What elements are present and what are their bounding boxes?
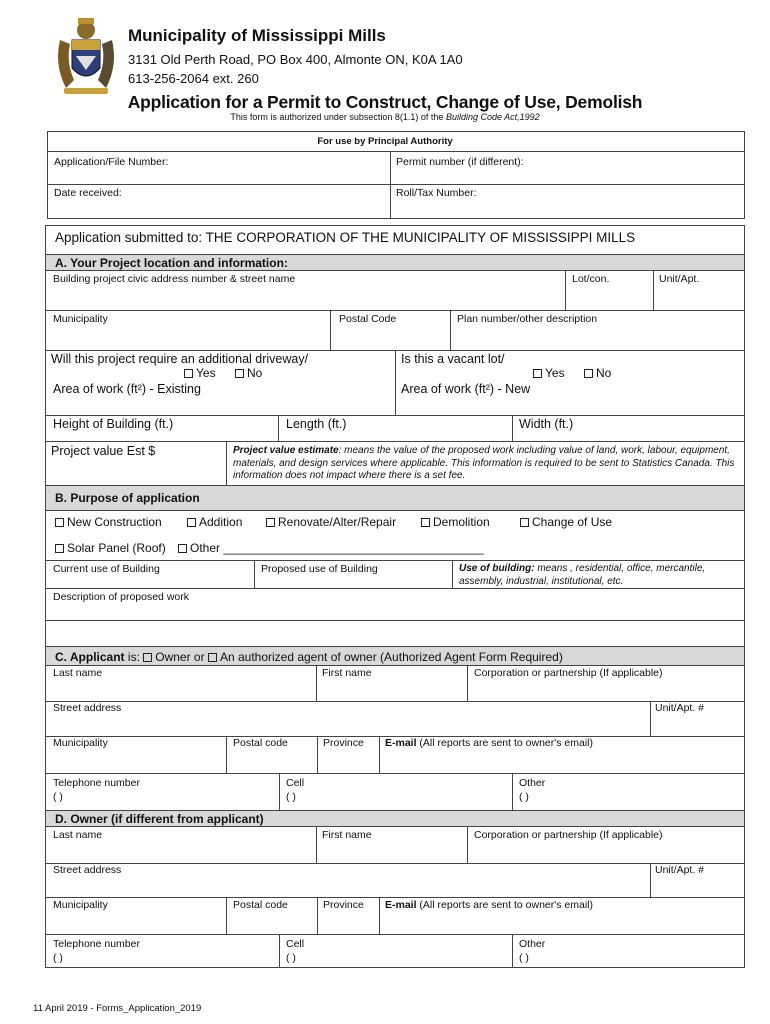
page-footer: 11 April 2019 - Forms_Application_2019 xyxy=(33,1003,202,1014)
project-value-field[interactable]: Project value Est $ xyxy=(51,444,156,458)
applicant-postal-field[interactable]: Postal code xyxy=(233,737,288,749)
postal-code-field[interactable]: Postal Code xyxy=(339,313,397,325)
addition-checkbox[interactable]: Addition xyxy=(187,515,242,529)
checkbox-icon xyxy=(55,518,64,527)
applicant-cell-paren: ( ) xyxy=(286,791,296,803)
project-value-note: Project value estimate: means the value of the proposed work including value of land, work, labour, equipment, materials, and design services where applicable. This information is required to be sent to Statistics Canada. This information does not impact where there is a set fee. xyxy=(233,445,735,481)
owner-email-field[interactable]: E-mail (All reports are sent to owner's email) xyxy=(385,899,594,911)
plan-number-field[interactable]: Plan number/other description xyxy=(457,313,598,325)
owner-telephone-field[interactable]: Telephone number xyxy=(53,938,140,950)
applicant-street-field[interactable]: Street address xyxy=(53,702,122,714)
form-subtitle: This form is authorized under subsection 8(1.1) of the Building Code Act,1992 xyxy=(230,112,540,122)
section-a-heading: A. Your Project location and information: xyxy=(55,256,288,270)
owner-corporation-field[interactable]: Corporation or partnership (If applicable) xyxy=(474,829,663,841)
applicant-telephone-field[interactable]: Telephone number xyxy=(53,777,140,789)
lot-con-field[interactable]: Lot/con. xyxy=(572,273,610,285)
owner-other-field[interactable]: Other xyxy=(519,938,546,950)
applicant-email-field[interactable]: E-mail (All reports are sent to owner's email) xyxy=(385,737,594,749)
current-use-field[interactable]: Current use of Building xyxy=(53,563,160,575)
checkbox-icon xyxy=(187,518,196,527)
unit-apt-field[interactable]: Unit/Apt. xyxy=(659,273,700,285)
owner-last-name-field[interactable]: Last name xyxy=(53,829,103,841)
owner-province-field[interactable]: Province xyxy=(323,899,364,911)
area-new-field[interactable]: Area of work (ft²) - New xyxy=(401,382,531,396)
owner-other-paren: ( ) xyxy=(519,952,529,964)
new-construction-checkbox[interactable]: New Construction xyxy=(55,515,162,529)
checkbox-icon xyxy=(235,369,244,378)
driveway-no-checkbox[interactable]: No xyxy=(235,366,262,380)
width-field[interactable]: Width (ft.) xyxy=(519,417,574,431)
form-title: Application for a Permit to Construct, Change of Use, Demolish xyxy=(127,92,643,112)
owner-cell-field[interactable]: Cell xyxy=(286,938,305,950)
owner-cell-paren: ( ) xyxy=(286,952,296,964)
applicant-unit-field[interactable]: Unit/Apt. # xyxy=(655,702,705,714)
municipality-address: 3131 Old Perth Road, PO Box 400, Almonte ON, K0A 1A0 xyxy=(128,52,463,67)
owner-telephone-paren: ( ) xyxy=(53,952,63,964)
applicant-telephone-paren: ( ) xyxy=(53,791,63,803)
checkbox-icon xyxy=(584,369,593,378)
permit-number-field[interactable]: Permit number (if different): xyxy=(396,156,524,168)
applicant-other-paren: ( ) xyxy=(519,791,529,803)
file-number-field[interactable]: Application/File Number: xyxy=(54,156,169,168)
vacant-no-checkbox[interactable]: No xyxy=(584,366,611,380)
checkbox-icon xyxy=(520,518,529,527)
section-d-heading: D. Owner (if different from applicant) xyxy=(55,812,264,826)
section-b-heading: B. Purpose of application xyxy=(55,491,200,505)
demolition-checkbox[interactable]: Demolition xyxy=(421,515,490,529)
applicant-first-name-field[interactable]: First name xyxy=(322,667,372,679)
checkbox-icon xyxy=(421,518,430,527)
municipal-crest-icon xyxy=(52,10,120,98)
vacant-lot-question: Is this a vacant lot/ xyxy=(401,352,505,366)
length-field[interactable]: Length (ft.) xyxy=(286,417,347,431)
checkbox-icon xyxy=(184,369,193,378)
proposed-use-field[interactable]: Proposed use of Building xyxy=(261,563,378,575)
principal-heading: For use by Principal Authority xyxy=(317,136,453,147)
agent-checkbox-icon[interactable] xyxy=(208,653,217,662)
area-existing-field[interactable]: Area of work (ft²) - Existing xyxy=(53,382,201,396)
act-name: Building Code Act,1992 xyxy=(445,112,540,122)
municipality-name: Municipality of Mississippi Mills xyxy=(128,26,386,45)
applicant-municipality-field[interactable]: Municipality xyxy=(53,737,108,749)
owner-first-name-field[interactable]: First name xyxy=(322,829,372,841)
description-field[interactable]: Description of proposed work xyxy=(53,591,189,603)
owner-checkbox-icon[interactable] xyxy=(143,653,152,662)
checkbox-icon xyxy=(55,544,64,553)
roll-tax-field[interactable]: Roll/Tax Number: xyxy=(396,187,477,199)
renovate-checkbox[interactable]: Renovate/Alter/Repair xyxy=(266,515,396,529)
change-of-use-checkbox[interactable]: Change of Use xyxy=(520,515,612,529)
municipality-phone: 613-256-2064 ext. 260 xyxy=(128,71,259,86)
applicant-province-field[interactable]: Province xyxy=(323,737,364,749)
owner-municipality-field[interactable]: Municipality xyxy=(53,899,108,911)
vacant-yes-checkbox[interactable]: Yes xyxy=(533,366,565,380)
section-c-heading: C. Applicant is: Owner or An authorized agent of owner (Authorized Agent Form Required) xyxy=(55,650,563,664)
use-of-building-note: Use of building: means , residential, office, mercantile, assembly, industrial, institutional, etc. xyxy=(459,563,706,587)
municipality-field[interactable]: Municipality xyxy=(53,313,108,325)
checkbox-icon xyxy=(533,369,542,378)
owner-unit-field[interactable]: Unit/Apt. # xyxy=(655,864,705,876)
submitted-to: Application submitted to: THE CORPORATION OF THE MUNICIPALITY OF MISSISSIPPI MILLS xyxy=(55,230,636,245)
driveway-question: Will this project require an additional driveway/ xyxy=(51,352,309,366)
applicant-corporation-field[interactable]: Corporation or partnership (If applicable) xyxy=(474,667,663,679)
checkbox-icon xyxy=(178,544,187,553)
applicant-cell-field[interactable]: Cell xyxy=(286,777,305,789)
applicant-other-field[interactable]: Other xyxy=(519,777,546,789)
date-received-field[interactable]: Date received: xyxy=(54,187,122,199)
owner-street-field[interactable]: Street address xyxy=(53,864,122,876)
height-field[interactable]: Height of Building (ft.) xyxy=(53,417,174,431)
other-purpose-checkbox[interactable]: Other _______________________________________ xyxy=(178,541,484,555)
civic-address-field[interactable]: Building project civic address number & street name xyxy=(53,273,296,285)
driveway-yes-checkbox[interactable]: Yes xyxy=(184,366,216,380)
checkbox-icon xyxy=(266,518,275,527)
applicant-last-name-field[interactable]: Last name xyxy=(53,667,103,679)
owner-postal-field[interactable]: Postal code xyxy=(233,899,288,911)
solar-panel-checkbox[interactable]: Solar Panel (Roof) xyxy=(55,541,166,555)
